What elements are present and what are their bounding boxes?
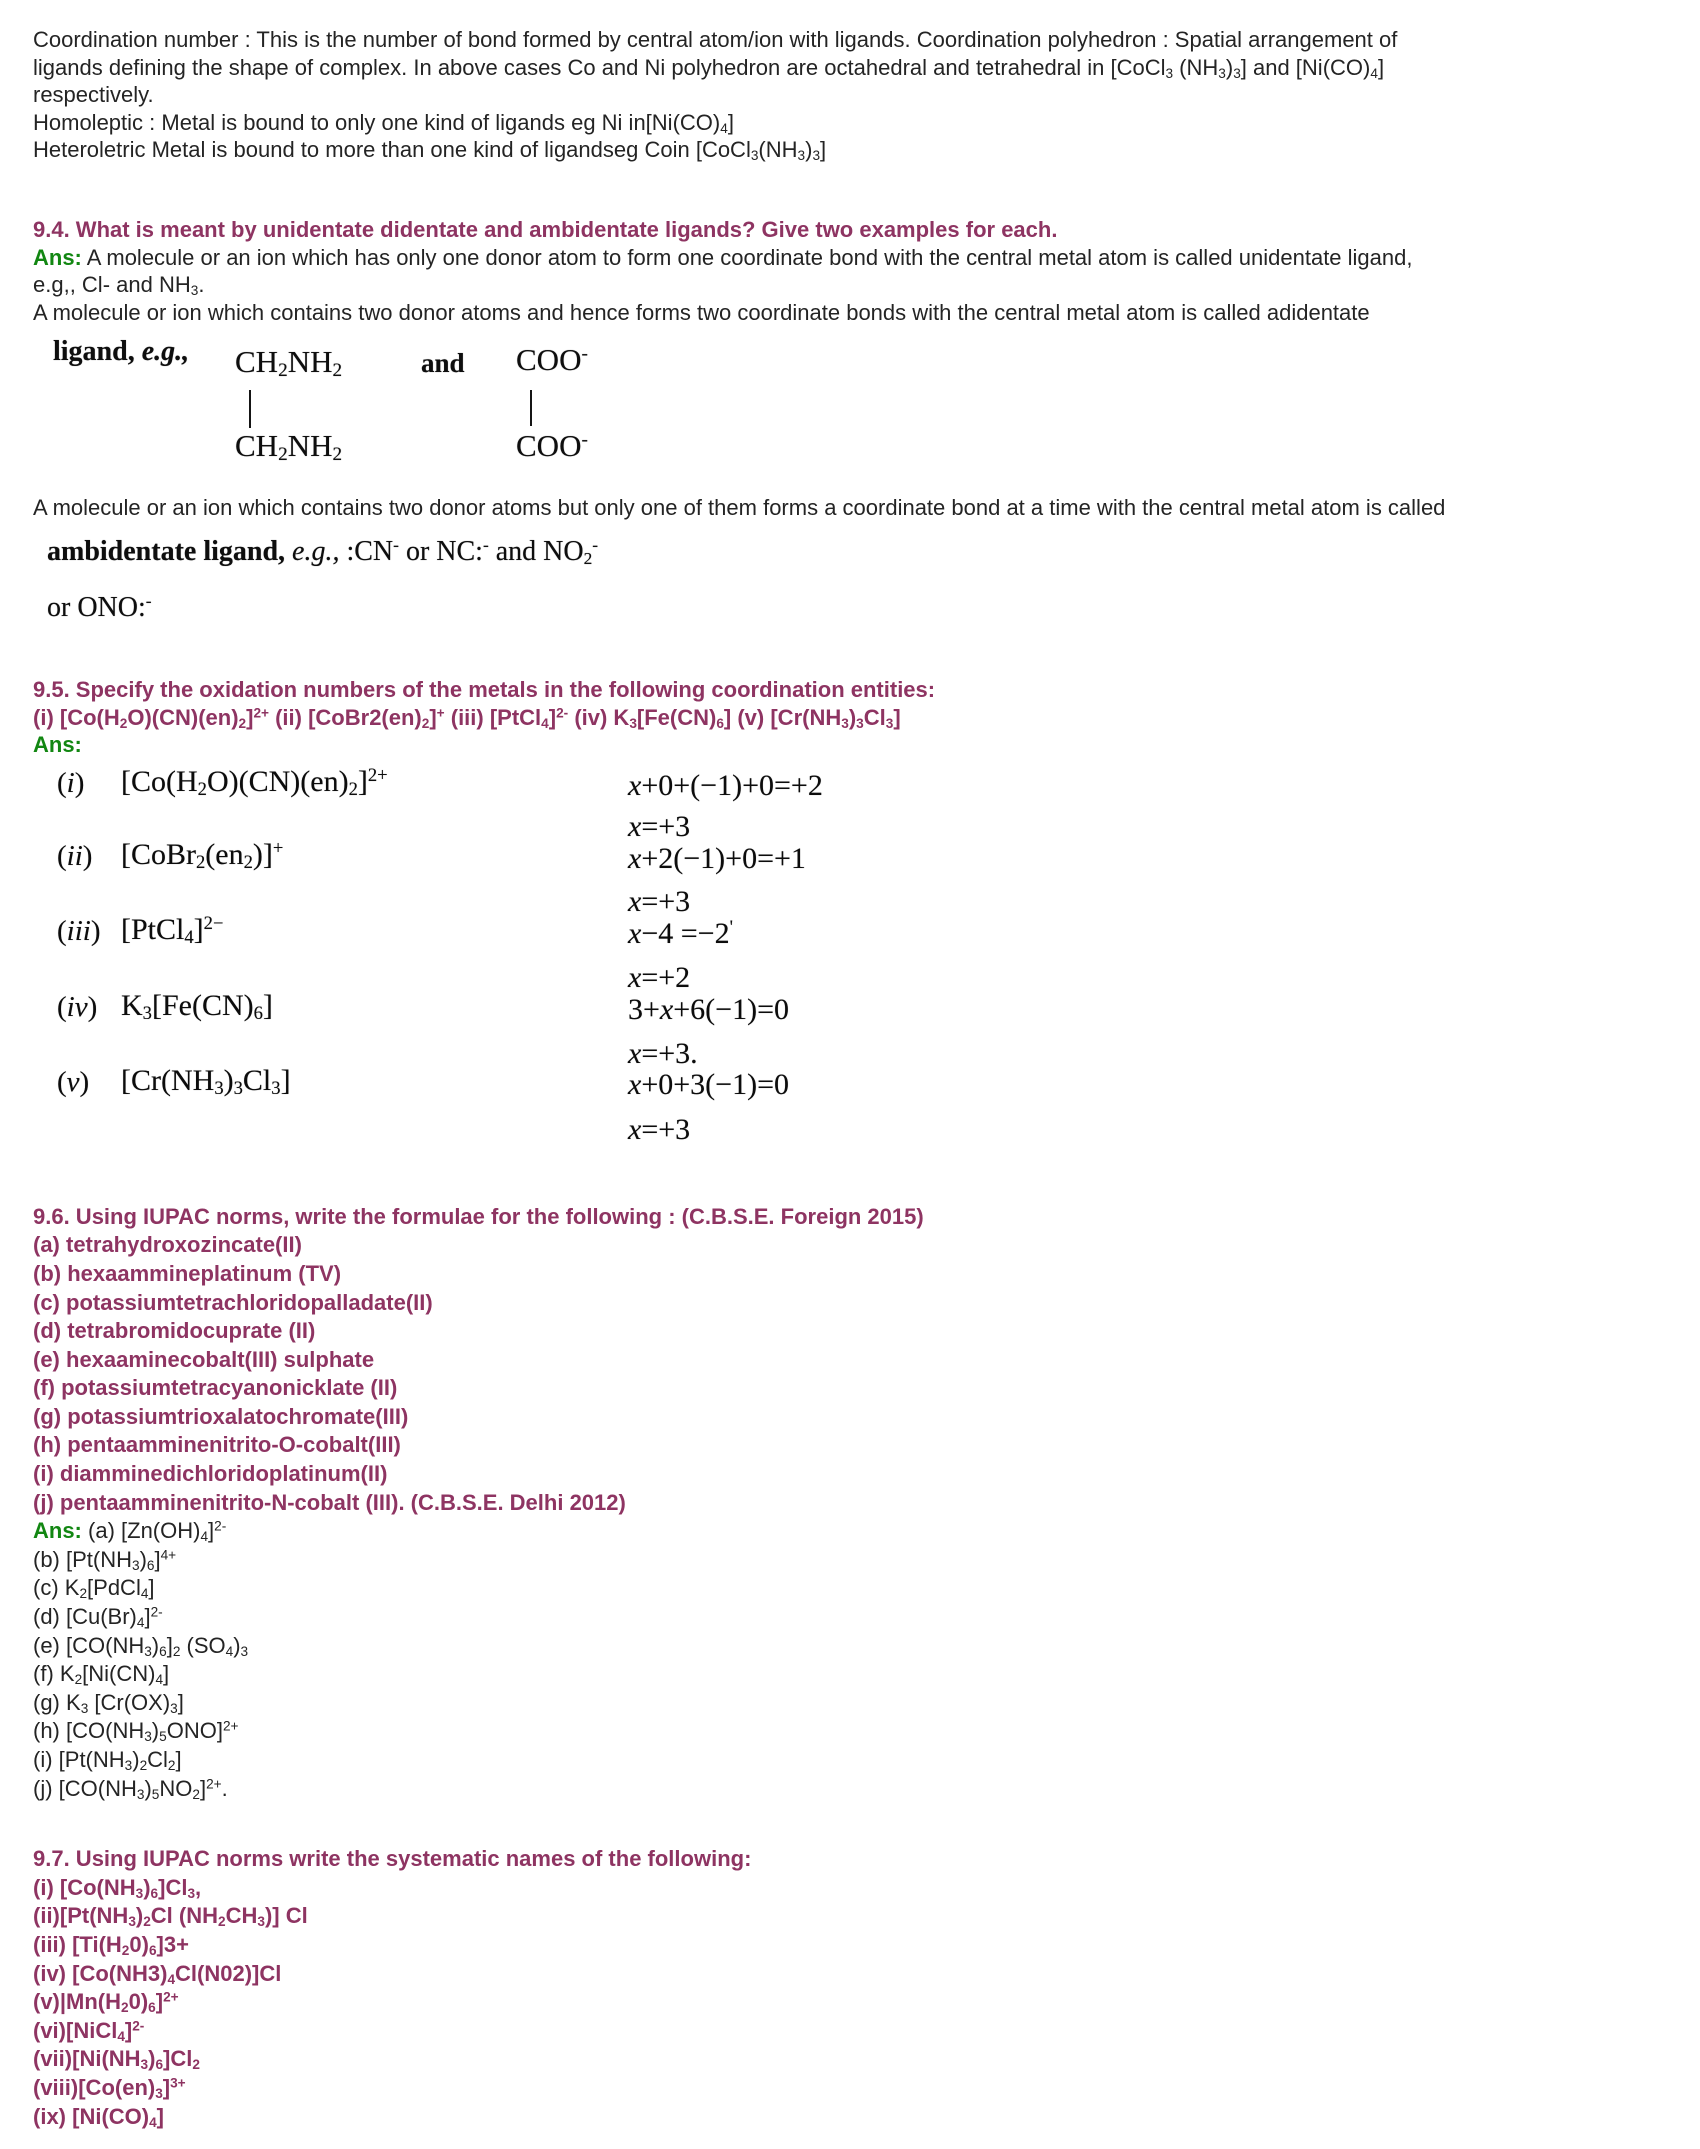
question-9-6-item: (g) potassiumtrioxalatochromate(III) bbox=[33, 1403, 409, 1429]
work-row-formula: $[CoBr_2(en_2)]^+$ bbox=[121, 837, 284, 873]
question-9-6-item: (e) hexaaminecobalt(III) sulphate bbox=[33, 1346, 375, 1372]
answer-9-6-line: (j) $[CO(NH_3)_5NO_2]^{2+}$. bbox=[33, 1775, 228, 1802]
scan-ligand-label bbox=[53, 336, 189, 368]
work-row-formula: [PtCl$_4$]$^{2-}$ bbox=[121, 912, 224, 948]
ans-label: Ans: bbox=[33, 1518, 82, 1544]
question-9-7-item: (iv) $[Co(NH3)_4Cl(N02)]Cl$ bbox=[33, 1960, 282, 1987]
question-9-7-item: $(vii)[Ni(NH_3)_6]Cl_2$ bbox=[33, 2046, 200, 2073]
work-row-result: x=+2 bbox=[628, 960, 691, 994]
bond-line-icon bbox=[249, 390, 251, 428]
question-9-6-item: (h) pentaamminenitrito-O-cobalt(III) bbox=[33, 1432, 401, 1458]
question-9-7-item: (vi)[NiCl$_4$]$^{2-}$ bbox=[33, 2017, 145, 2044]
scan-formula-ch2nh2-top: $CH_2NH_2$ bbox=[235, 344, 343, 382]
answer-9-6-line: (g) $K_3$ $[Cr(OX)_3]$ bbox=[33, 1689, 184, 1716]
scanned-ambidentate-example bbox=[33, 534, 1670, 638]
question-9-6-item: (a) tetrahydroxozincate(II) bbox=[33, 1232, 302, 1258]
bond-line-icon bbox=[530, 390, 532, 426]
intro-line: Coordination number : This is the number of bond formed by central atom/ion with ligands. Coordination polyhedron : Spatial arrangement of bbox=[33, 27, 1398, 52]
work-row-equation: x+0+3(−1)=0 bbox=[628, 1067, 789, 1101]
work-row-num: (i) bbox=[57, 766, 85, 799]
question-9-5-heading: 9.5. Specify the oxidation numbers of the metals in the following coordination entities: bbox=[33, 676, 936, 702]
question-9-6-item: (i) diamminedichloridoplatinum(II) bbox=[33, 1461, 388, 1487]
ans-label: Ans: bbox=[33, 244, 82, 270]
work-row-num: (v) bbox=[57, 1065, 90, 1098]
intro-line-homoleptic: Homoleptic : Metal is bound to only one kind of ligands eg Ni $in[Ni(CO)_4]$ bbox=[33, 109, 734, 136]
answer-9-4-line-2: e.g,, Cl- and $NH_3$. bbox=[33, 272, 205, 299]
answer-9-4-text: A molecule or an ion which has only one donor atom to form one coordinate bond with the central metal atom is called unidentate ligand, bbox=[86, 244, 1413, 270]
scanned-oxidation-working bbox=[33, 765, 1670, 1157]
answer-9-5-label-line bbox=[33, 731, 1670, 759]
scan-ligand-label-eg: e.g., bbox=[141, 336, 190, 368]
question-9-7-item: $(v)|Mn(H_20)_6]^{2+}$ bbox=[33, 1989, 179, 2016]
question-9-7-heading: 9.7. Using IUPAC norms write the systematic names of the following: bbox=[33, 1846, 752, 1872]
question-9-6-heading: 9.6. Using IUPAC norms, write the formulae for the following : (C.B.S.E. Foreign 2015) bbox=[33, 1203, 924, 1229]
scan-and-word: and bbox=[421, 348, 465, 379]
answer-9-6-line: (b) $[Pt(NH_3)_6]^{4+}$ bbox=[33, 1546, 177, 1573]
work-row-formula: $[Co(H_2O)(CN)(en)_2]^{2+}$ bbox=[121, 764, 388, 800]
question-9-7-item: $(ii)[Pt(NH_3)_2Cl$ $(NH_2CH_3)$] Cl bbox=[33, 1903, 308, 1930]
intro-line: ligands defining the shape of complex. In above cases Co and Ni polyhedron are octahedral and tetrahedral in [CoCl$_3$ $(NH_3)_3$] and $[Ni(CO)_4]$ bbox=[33, 54, 1385, 81]
work-row-equation: x+0+(−1)+0=+2 bbox=[628, 768, 823, 802]
question-9-6-item: (d) tetrabromidocuprate (II) bbox=[33, 1318, 316, 1344]
work-row-formula: $K_3[Fe(CN)_6]$ bbox=[121, 988, 273, 1024]
scan-ambidentate-line-2: or ONO:- bbox=[47, 591, 152, 623]
scan-ligand-label-bold: ligand, bbox=[53, 336, 135, 368]
work-row-result: x=+3 bbox=[628, 1112, 691, 1146]
answer-9-6-line: (i) $[Pt(NH_3)_2Cl_2]$ bbox=[33, 1747, 182, 1773]
question-9-7-item: (i) $[Co(NH_3)_6]Cl_3$, bbox=[33, 1874, 202, 1901]
scan-ambidentate-bold: ambidentate ligand, bbox=[47, 535, 286, 567]
question-9-6-item: (b) hexaammineplatinum (TV) bbox=[33, 1260, 342, 1286]
work-row-result: x=+3. bbox=[628, 1036, 698, 1070]
work-row-equation: x+2(−1)+0=+1 bbox=[628, 841, 806, 875]
intro-paragraph bbox=[33, 26, 1670, 164]
ans-label: Ans: bbox=[33, 732, 82, 758]
question-9-4-heading: 9.4. What is meant by unidentate didentate and ambidentate ligands? Give two examples for each. bbox=[33, 216, 1058, 242]
answer-9-4-paragraph-2: A molecule or ion which contains two donor atoms and hence forms two coordinate bonds with the central metal atom is called adidentate bbox=[33, 299, 1370, 325]
work-row-equation: 3+x+6(−1)=0 bbox=[628, 992, 789, 1026]
question-9-7-item: $(viii)[Co(en)_3]^{3+}$ bbox=[33, 2074, 186, 2101]
work-row-formula: $[Cr(NH_3)_3Cl_3]$ bbox=[121, 1063, 291, 1099]
work-row-num: (ii) bbox=[57, 839, 93, 872]
answer-9-4-paragraph-3: A molecule or an ion which contains two donor atoms but only one of them forms a coordinate bond at a time with the central metal atom is called bbox=[33, 495, 1446, 521]
question-9-7-item: (iii) $[Ti(H_20)_6]3+$ bbox=[33, 1931, 189, 1958]
work-row-num: (iii) bbox=[57, 914, 101, 947]
question-9-5-entities: (i) $[Co(H_2O)(CN)(en)_2]^{2+}$ (ii) $[CoBr2(en)_2]^+$ (iii) [PtCl$_4$]$^{2-}$ (iv) $K_3[Fe(CN)_6]$ (v) $[Cr(NH_3)_3Cl_3]$ bbox=[33, 704, 901, 731]
answer-9-4-line-1 bbox=[33, 244, 1670, 272]
question-9-7-item: (ix) $[Ni(CO)_4]$ bbox=[33, 2103, 164, 2130]
work-row-result: x=+3 bbox=[628, 809, 691, 843]
scan-formula-ch2nh2-bottom: $CH_2NH_2$ bbox=[235, 428, 343, 466]
answer-9-6-line: (f) $K_2[Ni(CN)_4]$ bbox=[33, 1661, 170, 1688]
scan-ambidentate-line-1 bbox=[47, 536, 598, 568]
intro-line-heteroleptic: Heteroletric Metal is bound to more than one kind of ligandseg Coin $[CoCl_3(NH_3)_3]$ bbox=[33, 137, 827, 164]
answer-9-6-line: (h) $[CO(NH_3)_5ONO]^{2+}$ bbox=[33, 1718, 239, 1745]
scan-ambidentate-formulas: :CN- or NC:- and $NO_2^-$ bbox=[346, 535, 599, 568]
question-9-6-item: (j) pentaamminenitrito-N-cobalt (III). (C.B.S.E. Delhi 2012) bbox=[33, 1489, 626, 1515]
answer-9-6-formula: (a) $[Zn(OH)_4]^{2-}$ bbox=[88, 1518, 227, 1545]
answer-9-6-line bbox=[33, 1517, 1670, 1546]
scanned-didentate-example bbox=[33, 332, 1670, 484]
answer-9-6-line: (e) $[CO(NH_3)_6]_2$ $(SO_4)_3$ bbox=[33, 1632, 249, 1659]
work-row-num: (iv) bbox=[57, 990, 98, 1023]
work-row-equation: x−4 =−2' bbox=[628, 916, 733, 950]
work-row-result: x=+3 bbox=[628, 884, 691, 918]
question-9-6-item: (f) potassiumtetracyanonicklate (II) bbox=[33, 1375, 398, 1401]
answer-9-6-line: (c) $K_2[PdCl_4]$ bbox=[33, 1575, 155, 1602]
scan-ambidentate-eg: e.g., bbox=[292, 535, 340, 567]
scan-formula-coo-bottom: COO- bbox=[516, 428, 588, 464]
answer-9-6-line: (d) $[Cu(Br)_4]^{2-}$ bbox=[33, 1604, 163, 1631]
scan-formula-coo-top: COO- bbox=[516, 342, 588, 378]
question-9-6-item: (c) potassiumtetrachloridopalladate(II) bbox=[33, 1289, 433, 1315]
intro-line: respectively. bbox=[33, 82, 154, 108]
